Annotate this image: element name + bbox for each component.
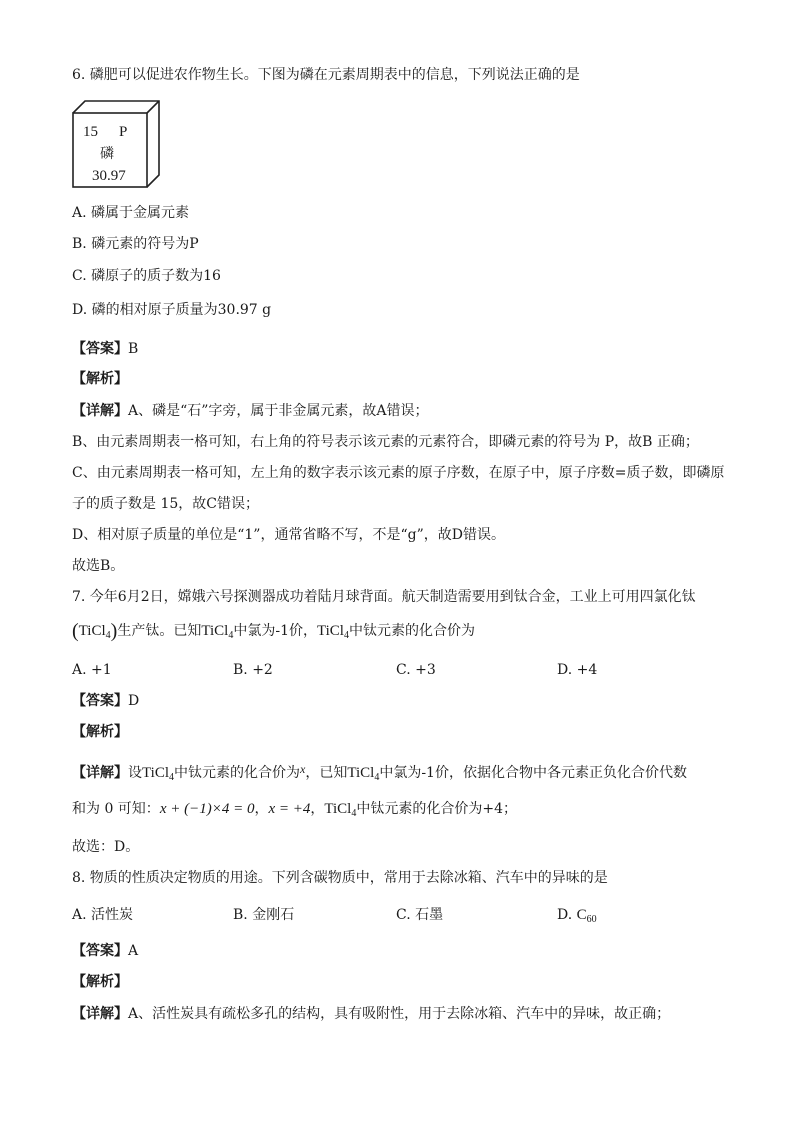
q6-answer-tag: 【答案】 xyxy=(72,341,128,357)
q8-analysis-tag: 【解析】 xyxy=(72,974,128,990)
q6-option-b: B. 磷元素的符号为P xyxy=(72,236,199,252)
q6-detail-tag: 【详解】 xyxy=(72,403,128,419)
q8-detail-tag: 【详解】 xyxy=(72,1006,128,1022)
q8-detail-line-1: 【详解】A、活性炭具有疏松多孔的结构，具有吸附性，用于去除冰箱、汽车中的异味，故正确； xyxy=(72,1006,671,1022)
q7-formula: TiCl$_4$ xyxy=(142,765,174,783)
q7-detail-line-2: 和为 0 可知：x + (−1)×4 = 0，x = +4，TiCl$_4$中钛元素的化合价为+4； xyxy=(72,801,517,819)
q7-answer: D xyxy=(128,693,140,709)
q8-answer-tag: 【答案】 xyxy=(72,943,128,959)
q7-formula: TiCl$_4$ xyxy=(201,623,234,641)
q7-equation-2: x = +4 xyxy=(268,801,311,817)
q8-stem: 8. 物质的性质决定物质的用途。下列含碳物质中，常用于去除冰箱、汽车中的异味的是 xyxy=(72,870,608,886)
q7-stem-line-2: (TiCl$_4$)生产钛。已知TiCl$_4$中氯为-1价，TiCl$_4$中钛元素的化合价为 xyxy=(72,620,475,642)
q6-detail-line-3: C、由元素周期表一格可知，左上角的数字表示该元素的原子序数，在原子中，原子序数=质子数，即磷原 xyxy=(72,465,725,481)
q7-conclusion: 故选：D。 xyxy=(72,839,140,855)
q7-option-d: D. +4 xyxy=(557,662,598,678)
q8-option-d-formula: $C_{60}$ xyxy=(576,907,597,925)
element-symbol: P xyxy=(119,124,128,140)
q7-option-b: B. +2 xyxy=(233,662,273,678)
q7-option-c: C. +3 xyxy=(396,662,436,678)
atomic-number: 15 xyxy=(83,124,98,140)
q6-detail-line-2: B、由元素周期表一格可知，右上角的符号表示该元素的元素符合，即磷元素的符号为 P，故B 正确； xyxy=(72,434,699,450)
q7-detail-line-1: 【详解】设TiCl$_4$中钛元素的化合价为x，已知TiCl$_4$中氯为-1价，依据化合物中各元素正负化合价代数 xyxy=(72,762,687,783)
atomic-mass: 30.97 xyxy=(92,168,126,184)
q8-answer: A xyxy=(128,943,139,959)
q7-answer-line xyxy=(72,692,139,710)
q6-detail-line-4: 子的质子数是 15，故C错误； xyxy=(72,496,259,512)
q6-stem: 6. 磷肥可以促进农作物生长。下图为磷在元素周期表中的信息，下列说法正确的是 xyxy=(72,67,580,83)
q6-answer-line xyxy=(72,340,138,358)
q7-formula: TiCl$_4$ xyxy=(324,801,357,819)
q7-detail-tag: 【详解】 xyxy=(72,765,128,781)
element-name: 磷 xyxy=(100,146,114,162)
q7-variable-x: x xyxy=(300,762,306,776)
q7-option-a: A. +1 xyxy=(72,662,112,678)
q7-stem-line-1: 7. 今年6月2日，嫦娥六号探测器成功着陆月球背面。航天制造需要用到钛合金，工业上可用四氯化钛 xyxy=(72,589,696,605)
q6-answer: B xyxy=(128,341,139,357)
q7-answer-tag: 【答案】 xyxy=(72,693,128,709)
q7-formula-parenthesized: (TiCl$_4$) xyxy=(72,620,118,642)
q8-option-c: C. 石墨 xyxy=(396,907,444,923)
element-tile xyxy=(72,100,162,190)
q7-formula: TiCl$_4$ xyxy=(316,623,349,641)
q8-option-b: B. 金刚石 xyxy=(233,907,295,923)
q7-equation-1: x + (−1)×4 = 0 xyxy=(159,801,255,817)
q6-detail-text-1: A、磷是“石”字旁，属于非金属元素，故A错误； xyxy=(128,403,429,419)
q6-option-d: D. 磷的相对原子质量为30.97 g xyxy=(72,302,272,318)
q6-conclusion: 故选B。 xyxy=(72,558,125,574)
q6-detail-line-5: D、相对原子质量的单位是“1”，通常省略不写，不是“g”，故D错误。 xyxy=(72,527,505,543)
q8-option-a: A. 活性炭 xyxy=(72,907,134,923)
q6-option-a: A. 磷属于金属元素 xyxy=(72,205,190,221)
q7-formula: TiCl$_4$ xyxy=(347,765,380,783)
q6-analysis-tag: 【解析】 xyxy=(72,371,128,387)
q8-option-d: D. $C_{60}$ xyxy=(557,907,597,925)
q6-detail-line-1 xyxy=(72,402,429,420)
q6-option-c: C. 磷原子的质子数为16 xyxy=(72,268,221,284)
q7-analysis-tag: 【解析】 xyxy=(72,724,128,740)
q8-answer-line xyxy=(72,942,138,960)
